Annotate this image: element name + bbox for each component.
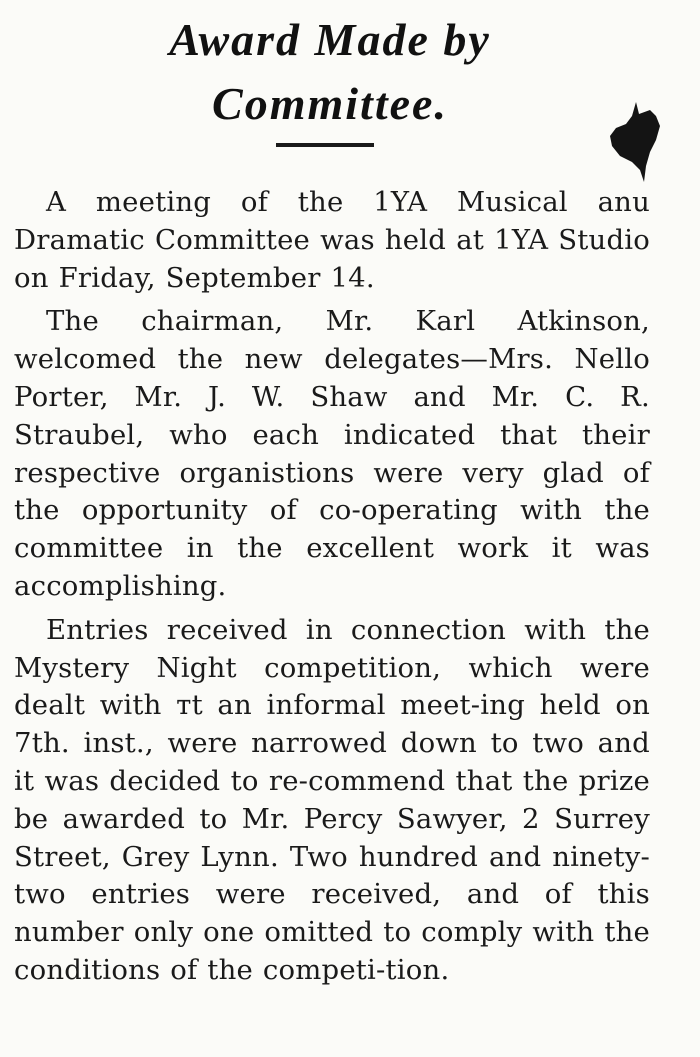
article-body	[14, 184, 650, 990]
headline-line-2: Committee.	[212, 78, 448, 129]
headline	[0, 8, 660, 136]
headline-divider	[276, 143, 374, 147]
paragraph-3: Entries received in connection with the Mystery Night competition, which were dealt with ᴛt an informal meet-ing held on 7th. inst., were narrowed down to two and it was decided to re-commend that the prize be awarded to Mr. Percy Sawyer, 2 Surrey Street, Grey Lynn. Two hundred and ninety-two entries were received, and of this number only one omitted to comply with the conditions of the competi-tion.	[14, 613, 650, 986]
paragraph-1: A meeting of the 1YA Musical anu Dramatic Committee was held at 1YA Studio on Friday, September 14.	[14, 186, 650, 294]
ink-blot-mark	[606, 100, 662, 184]
headline-line-1: Award Made by	[169, 14, 491, 65]
paragraph-2: The chairman, Mr. Karl Atkinson, welcomed the new delegates—Mrs. Nello Porter, Mr. J. W. Shaw and Mr. C. R. Straubel, who each indicated that their respective organistions were very glad of the opportunity of co-operating with the committee in the excellent work it was accomplishing.	[14, 305, 650, 602]
